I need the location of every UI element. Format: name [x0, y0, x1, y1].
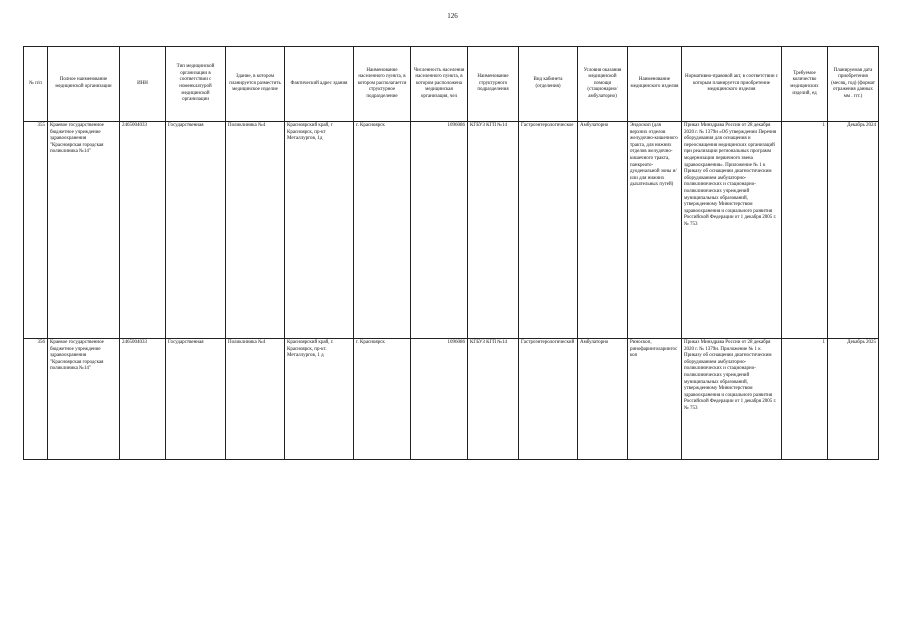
header-cell: Требуемое количество медицинских изделий, ед — [782, 47, 828, 122]
cabinet-type: Гастроэнтерологический — [519, 339, 578, 460]
population: 1096086 — [411, 339, 468, 460]
structural-unit: КГБУЗ КГП №14 — [468, 122, 519, 339]
header-cell: ИНН — [120, 47, 166, 122]
header-cell: Вид кабинета (отделения) — [519, 47, 578, 122]
care-conditions: Амбулаторно — [578, 122, 628, 339]
care-conditions: Амбулаторно — [578, 339, 628, 460]
header-cell: Здание, в котором планируется разместить медицинское изделие — [226, 47, 285, 122]
organization-name: Краевое государственное бюджетное учреждение здравоохранения "Красноярская городская поликлиника №14" — [48, 339, 120, 460]
header-cell: Численность населения населенного пункта, в котором расположена медицинская организация, чел — [411, 47, 468, 122]
organization-name: Краевое государственное бюджетное учреждение здравоохранения "Красноярская городская поликлиника №14" — [48, 122, 120, 339]
structural-unit: КГБУЗ КГП №14 — [468, 339, 519, 460]
header-cell: Наименование структурного подразделения — [468, 47, 519, 122]
header-cell: Наименование населенного пункта, в котором располагается структурное подразделение — [354, 47, 411, 122]
inn-cell: 2465004033 — [120, 339, 166, 460]
cabinet-type: Гастроэнтерологическое — [519, 122, 578, 339]
legal-act: Приказ Минздрава России от 28 декабря 2020 г. № 1379н «Об утверждении Перечня оборудования для оснащения и переоснащения медицинских организаций при реализации региональных программ модернизации первичного звена здравоохранения». Приложение № 1 к Приказу об оснащении диагностическим оборудованием амбулаторно-поликлинических и стационарно-поликлинических учреждений муниципальных образований, утвержденному Министерством здравоохранения и социального развития Российской Федерации от 1 декабря 2005 г. № 753 — [682, 122, 782, 339]
header-cell: Тип медицинской организации в соответствии с номенклатурой медицинской организации — [166, 47, 226, 122]
address: Красноярский край, г. Красноярск, пр-кт. Металлургов, 1 д — [285, 339, 354, 460]
building: Поликлиника №4 — [226, 339, 285, 460]
table-row — [24, 122, 879, 339]
header-cell: Условия оказания медицинской помощи (стационарно/ амбулаторно) — [578, 47, 628, 122]
purchase-date: Декабрь 2024 — [828, 122, 879, 339]
quantity: 1 — [782, 339, 828, 460]
purchase-date: Декабрь 2025 — [828, 339, 879, 460]
population: 1096086 — [411, 122, 468, 339]
medical-device: Риноскоп, ринофаринголарингоскоп — [628, 339, 682, 460]
table-header-row — [24, 47, 879, 122]
org-type: Государственная — [166, 339, 226, 460]
inn-cell: 2465004033 — [120, 122, 166, 339]
building: Поликлиника №4 — [226, 122, 285, 339]
address: Красноярский край, г Красноярск, пр-кт Металлургов, 1д — [285, 122, 354, 339]
header-cell: Планируемая дата приобретения (месяц, год) (формат отражения данных мм . ггг.) — [828, 47, 879, 122]
header-cell: Нормативно-правовой акт, в соответствии с которым планируется приобретение медицинского изделия — [682, 47, 782, 122]
table-row — [24, 339, 879, 460]
header-cell: Фактический адрес здания — [285, 47, 354, 122]
header-cell: Полное наименование медицинской организации — [48, 47, 120, 122]
header-cell: Наименование медицинского изделия — [628, 47, 682, 122]
row-number: 356 — [24, 339, 48, 460]
settlement: г. Красноярск — [354, 122, 411, 339]
settlement: г. Красноярск — [354, 339, 411, 460]
header-cell: № п/п — [24, 47, 48, 122]
row-number: 355 — [24, 122, 48, 339]
page-number: 126 — [447, 12, 458, 20]
medical-device: Эндоскоп (для верхних отделов желудочно-кишечного тракта, для нижних отделов желудочно-кишечного тракта, панкреато-дуоденальной зоны и/или для нижних дыхательных путей) — [628, 122, 682, 339]
quantity: 1 — [782, 122, 828, 339]
equipment-registry-table — [23, 46, 879, 460]
org-type: Государственная — [166, 122, 226, 339]
legal-act: Приказ Минздрава России от 28 декабря 2020 г. № 1379н. Приложение № 1 к Приказу об оснащении диагностическим оборудованием амбулаторно-поликлинических и стационарно-поликлинических учреждений муниципальных образований, утвержденному Министерством здравоохранения и социального развития Российской Федерации от 1 декабря 2005 г. № 753 — [682, 339, 782, 460]
